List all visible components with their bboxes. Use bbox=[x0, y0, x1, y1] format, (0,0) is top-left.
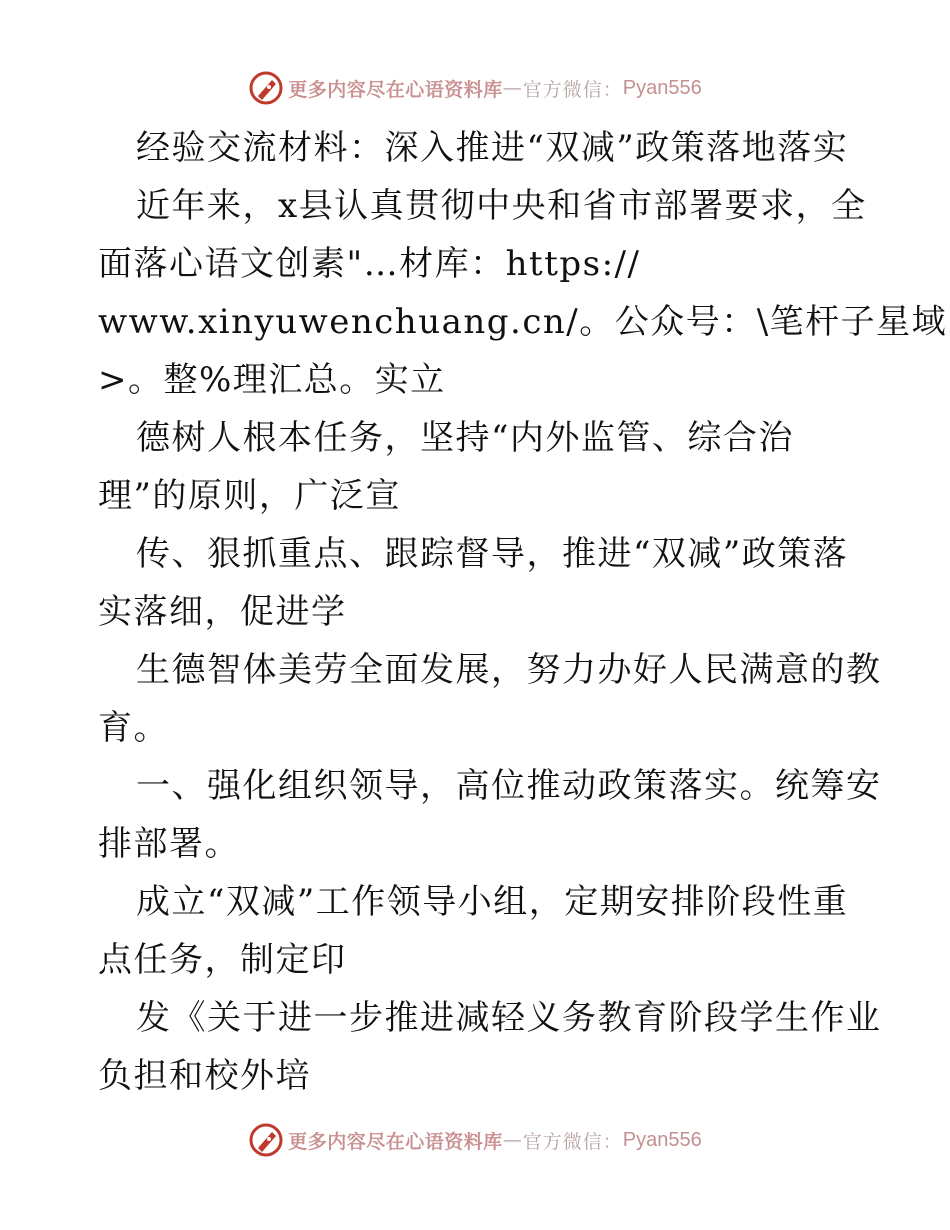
banner-wechat-id: Pyan556 bbox=[622, 76, 702, 99]
paragraph-line: 育。 bbox=[98, 708, 169, 748]
banner-official-label: 官方微信： bbox=[522, 1130, 623, 1153]
paragraph-line: 点任务，制定印 bbox=[98, 940, 347, 980]
paragraph-line: 成立“双减”工作领导小组，定期安排阶段性重 bbox=[136, 882, 849, 922]
paragraph-line: >。整%理汇总。实立 bbox=[98, 360, 446, 400]
paragraph-line: 实落细，促进学 bbox=[98, 592, 347, 632]
banner-separator: — bbox=[502, 1129, 523, 1151]
banner-wechat-id: Pyan556 bbox=[622, 1128, 702, 1151]
paragraph-line: 传、狠抓重点、跟踪督导，推进“双减”政策落 bbox=[136, 534, 849, 574]
paragraph-line: 生德智体美劳全面发展，努力办好人民满意的教 bbox=[136, 650, 882, 690]
banner-official-label: 官方微信： bbox=[522, 78, 623, 101]
paragraph-line: 理”的原则，广泛宣 bbox=[98, 476, 401, 516]
paragraph-line: 面落心语文创素"…材库：https:// bbox=[98, 244, 641, 284]
paragraph-line: 排部署。 bbox=[98, 824, 240, 864]
pen-nib-logo-icon bbox=[248, 1122, 284, 1158]
paragraph-line: 近年来，x县认真贯彻中央和省市部署要求，全 bbox=[136, 186, 867, 226]
banner-brand: 更多内容尽在心语资料库 bbox=[288, 78, 503, 101]
banner-separator: — bbox=[502, 77, 523, 99]
section-heading: 一、强化组织领导，高位推动政策落实。统筹安 bbox=[136, 766, 882, 806]
paragraph-line: 发《关于进一步推进减轻义务教育阶段学生作业 bbox=[136, 998, 882, 1038]
paragraph-line: 负担和校外培 bbox=[98, 1056, 311, 1096]
paragraph-line: 德树人根本任务，坚持“内外监管、综合治 bbox=[136, 418, 794, 458]
doc-title: 经验交流材料：深入推进“双减”政策落地落实 bbox=[136, 128, 849, 168]
pen-nib-logo-icon bbox=[248, 70, 284, 106]
banner-brand: 更多内容尽在心语资料库 bbox=[288, 1130, 503, 1153]
paragraph-line: www.xinyuwenchuang.cn/。公众号：\笔杆子星域 bbox=[98, 302, 948, 342]
header-banner bbox=[0, 68, 950, 108]
footer-banner bbox=[0, 1120, 950, 1160]
